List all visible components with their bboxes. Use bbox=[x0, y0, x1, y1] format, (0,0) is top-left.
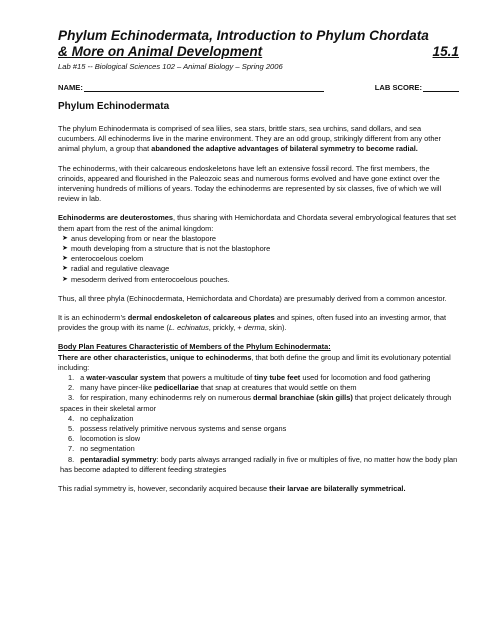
document-title bbox=[58, 28, 459, 60]
lab-score-field[interactable] bbox=[375, 83, 459, 92]
list-item: 1. a water-vascular system that powers a multitude of tiny tube feet used for locomotion and food gathering bbox=[68, 373, 431, 383]
deuterostome-paragraph: Echinoderms are deuterostomes, thus sharing with Hemichordata and Chordata several embryological features that set them apart from the rest of the animal kingdom: bbox=[58, 213, 457, 233]
list-item: ➤ enterocoelous coelom bbox=[62, 254, 144, 264]
embryological-features-list bbox=[58, 234, 459, 285]
header-fields bbox=[58, 83, 459, 92]
title-line-2 bbox=[58, 44, 459, 60]
list-item: ➤ anus developing from or near the blastopore bbox=[62, 233, 217, 243]
title-line-2-text: & More on Animal Development bbox=[58, 44, 263, 59]
title-line-1: Phylum Echinodermata, Introduction to Phylum Chordata bbox=[58, 28, 429, 43]
list-item: 3. for respiration, many echinoderms rely on numerous dermal branchiae (skin gills) that project delicately through spaces in their skeletal armor bbox=[60, 393, 452, 413]
arrow-bullet-icon: ➤ bbox=[62, 255, 68, 263]
list-item: 7. no segmentation bbox=[68, 444, 135, 454]
intro-paragraph: The phylum Echinodermata is comprised of sea lilies, sea stars, brittle stars, sea urchins, sand dollars, and sea cucumbers. All echinoderms live in the marine environment. They are an odd group, strikingly different from any other animal phylum, a group that abandoned the adaptive advantages of bilateral symmetry to become radial. bbox=[58, 124, 441, 154]
list-item: ➤ mouth developing from a structure that is not the blastophore bbox=[62, 244, 271, 254]
list-item: ➤ radial and regulative cleavage bbox=[62, 264, 170, 274]
body-plan-intro: There are other characteristics, unique to echinoderms, that both define the group and limit its evolutionary potential including: bbox=[58, 352, 451, 372]
list-item: 5. possess relatively primitive nervous systems and sense organs bbox=[68, 424, 287, 434]
fossil-record-paragraph: The echinoderms, with their calcareous endoskeletons have left an extensive fossil record. The first members, the crinoids, appeared and flourished in the Paleozoic seas and numerous forms evolved and have gone extinct over the intervening hundreds of millions of years. Today the echinoderms are represented by six classes, five of which we will review in lab. bbox=[58, 163, 442, 204]
arrow-bullet-icon: ➤ bbox=[62, 275, 68, 283]
common-ancestor-paragraph: Thus, all three phyla (Echinocdermata, Hemichordata and Chordata) are presumably derived from a common ancestor. bbox=[58, 293, 447, 303]
body-plan-features-list bbox=[58, 373, 459, 475]
name-field[interactable] bbox=[58, 83, 324, 92]
lab-score-label: LAB SCORE: bbox=[374, 83, 422, 92]
name-blank-line[interactable] bbox=[84, 83, 324, 92]
list-item: 2. many have pincer-like pedicellariae that snap at creatures that would settle on them bbox=[68, 383, 357, 393]
name-label: NAME: bbox=[58, 83, 83, 92]
radial-symmetry-paragraph: This radial symmetry is, however, secondarily acquired because their larvae are bilaterally symmetrical. bbox=[58, 484, 406, 494]
body-plan-heading: Body Plan Features Characteristic of Members of the Phylum Echinodermata: bbox=[58, 342, 331, 352]
endoskeleton-paragraph: It is an echinoderm’s dermal endoskeleton of calcareous plates and spines, often fused into an investing armor, that provides the group with its name (L. echinatus, prickly, + derma, skin). bbox=[58, 313, 447, 333]
lab-number: 15.1 bbox=[432, 44, 459, 59]
arrow-bullet-icon: ➤ bbox=[62, 234, 68, 242]
arrow-bullet-icon: ➤ bbox=[62, 245, 68, 253]
list-item: ➤ mesoderm derived from enterocoelous pouches. bbox=[62, 274, 230, 284]
list-item: 8. pentaradial symmetry: body parts always arranged radially in five or multiples of five, no matter how the body plan has become adapted to different feeding strategies bbox=[60, 454, 458, 474]
list-item: 6. locomotion is slow bbox=[68, 434, 141, 444]
section-heading: Phylum Echinodermata bbox=[58, 101, 170, 112]
lab-score-blank-line[interactable] bbox=[423, 83, 459, 92]
course-subtitle: Lab #15 -- Biological Sciences 102 – Animal Biology – Spring 2006 bbox=[58, 62, 283, 71]
arrow-bullet-icon: ➤ bbox=[62, 265, 68, 273]
list-item: 4. no cephalization bbox=[68, 413, 134, 423]
